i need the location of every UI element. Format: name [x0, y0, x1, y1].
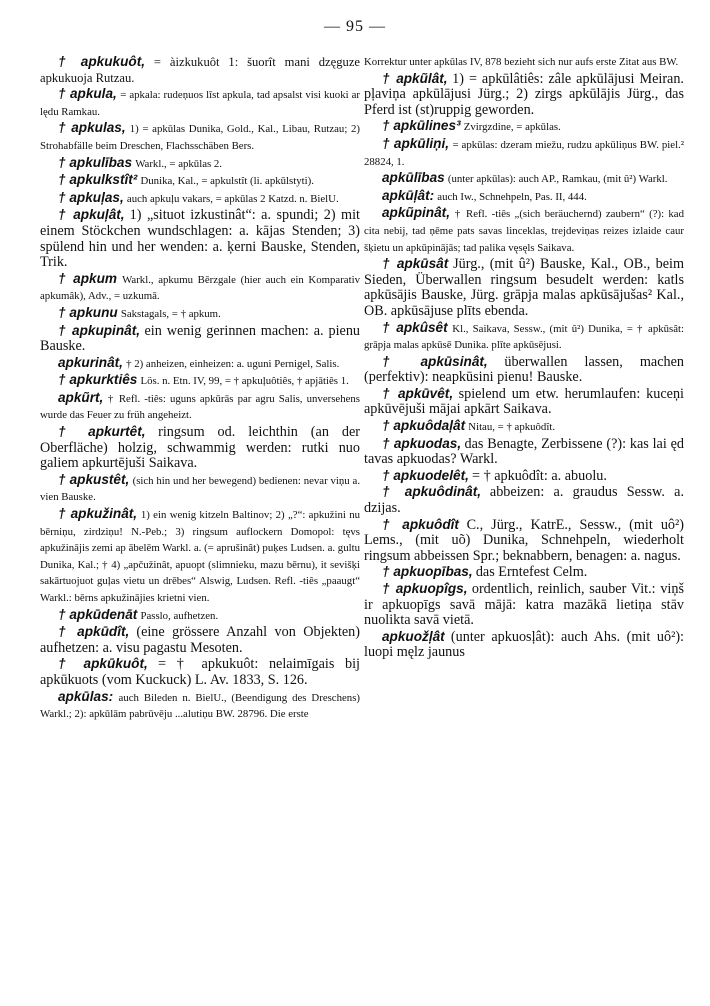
definition: Dunika, Kal., = apkulstît (li. apkūlstyti). [140, 175, 314, 188]
entry [364, 118, 684, 136]
definition: das Benagte, Zerbissene (?): kas lai ęd tavas apkuodas? Warkl. [364, 435, 684, 468]
definition: = † apkuôdît: a. abuolu. [472, 467, 607, 484]
definition: auch apkuļu vakars, = apkūlas 2 Katzd. n. BielU. [126, 192, 339, 205]
entry [364, 320, 684, 354]
headword: † apkurtêt, [58, 424, 146, 440]
definition: ein wenig gerinnen machen: a. pienu Bauske. [40, 322, 361, 355]
definition: Sakstagals, = † apkum. [120, 307, 221, 320]
headword: † apkūdenāt [58, 606, 138, 622]
definition: überwallen lassen, machen (perfektiv): neapkūsini pienu! Bauske. [364, 353, 684, 386]
entry [40, 271, 360, 305]
headword: † apkuopîgs, [382, 581, 468, 596]
headword: apkūlības [382, 170, 445, 186]
headword: apkūļât: [382, 187, 435, 203]
headword: † apkuļât, [58, 207, 125, 223]
headword: † apkūdît, [58, 624, 130, 640]
headword: apkuožļât [382, 628, 445, 644]
definition: 1) ein wenig kitzeln Baltinov; 2) „?“: apkužini nu bērniņu, zirdziņu! N.-Peb.; 3) ringsum auflockern Domopol: tęvs apkužinājis zemi ap ābelēm Warkl. a. (= aprušinât) puķes Ludsen. a. gultu Dunika, Kal.; † 4) „apčužinât, apuopt (slimnieku, mazu bērnu), it sevišķi sakārtuojuot guļas vietu un drēbes“ Alswig, Ludsen. Refl. -tiês „paaugt“ Warkl.: bērns apkužinājies krietni vien. [40, 509, 360, 604]
headword: † apkunu [58, 304, 118, 320]
definition: Nitau, = † apkuôdît. [468, 421, 556, 434]
headword: † apkulas, [58, 120, 126, 136]
entry [364, 205, 684, 256]
entry-continuation [364, 54, 684, 71]
definition: = apkala: rudeņuos līst apkula, tad apsalst visi kuoki ar lędu Ramkau. [40, 89, 360, 118]
headword: † apkũlât, [382, 70, 448, 86]
entry [40, 607, 360, 625]
entry [40, 506, 360, 607]
entry [40, 624, 360, 656]
entry [40, 372, 360, 390]
definition: spielend um etw. herumlaufen: kuceņi apkūvējuši mājai apkārt Saikava. [364, 385, 684, 418]
definition: auch Bileden n. BielU., (Beendigung des Dreschens) Warkl.; 2): apkūlām pabrūvēju ...alutiņu BW. 28796. Die erste [40, 691, 360, 721]
headword: † apkūliņi, [382, 135, 450, 151]
headword: † apkûsêt [382, 319, 448, 335]
definition: = apkūlas: dzeram miežu, rudzu apkūliņus BW. piel.² 28824, 1. [364, 138, 685, 168]
definition: † 2) anheizen, einheizen: a. uguni Pernigel, Salis. [126, 357, 340, 370]
headword: † apkuļas, [58, 189, 124, 205]
entry [364, 484, 684, 516]
definition: Kl., Saikava, Sessw., (mit û²) Dunika, = † apkūsât: grāpja malas apkūsē Dunika. plīte apkūsējusi. [364, 322, 685, 352]
entry [40, 120, 360, 154]
headword: † apkūsinât, [382, 353, 488, 369]
definition: ordentlich, reinlich, sauber Vit.: viņš ir apkuopīgs savā mājā: katra mazākā lietiņa stāv nuolikta savā vietā. [364, 581, 684, 629]
headword: † apkula, [58, 86, 117, 102]
entry [364, 517, 684, 565]
headword: apkurinât, [58, 354, 123, 370]
entry [40, 424, 360, 472]
definition: 1) = apkūlâtiês: zâle apkūlājusi Meiran. pļaviņa apkūlājusi Jürg.; 2) zirgs apkūlājis Jürg., das Pferd ist (st)ruppig geworden. [364, 70, 684, 118]
left-column [40, 54, 360, 723]
definition: ringsum od. leichthin (an der Oberfläche) holzig, schwammig werden: rutki nuo galiem apkurtējuši Saikava. [40, 424, 360, 472]
entry [364, 418, 684, 436]
entry [364, 564, 684, 581]
headword: apkũrt, [58, 389, 104, 405]
entry [364, 436, 684, 468]
definition: = àizkukuôt 1: šuorît mani dzęguze apkukuoja Rutzau. [40, 55, 360, 85]
entry [40, 305, 360, 323]
definition: auch Iw., Schnehpeln, Pas. II, 444. [437, 190, 587, 203]
headword: apkūlas: [58, 688, 114, 704]
definition: das Erntefest Celm. [475, 564, 588, 581]
entry [364, 71, 684, 119]
entry [364, 581, 684, 629]
definition: Warkl., apkumu Bērzgale (hier auch ein Komparativ apkumâk), Adv., = uzkumā. [40, 273, 360, 303]
headword: † apkulības [58, 154, 133, 170]
definition: Lös. n. Etn. IV, 99, = † apkuļuôtiês, † apjātiês 1. [140, 375, 349, 388]
definition: (unter apkūlas): auch AP., Ramkau, (mit û²) Warkl. [447, 173, 668, 186]
entry [40, 155, 360, 173]
definition: † Refl. -tiês „(sich beräuchernd) zaubern“ (?): kad cita nebij, tad ņēme pats savas linceklas, trejdeviņas reizes izlaide caur šķietu un apkūpinājās; tad palika vęsęls Saikava. [364, 208, 684, 254]
entry [40, 656, 360, 688]
headword: † apkum [58, 270, 117, 286]
headword: † apkurktiês [58, 372, 138, 388]
headword: † apkūvêt, [382, 385, 454, 401]
headword: † apkūlines³ [382, 118, 461, 134]
entry [40, 172, 360, 190]
headword: † apkūkuôt, [58, 656, 148, 672]
headword: † apkulkstît² [58, 172, 138, 188]
entry [364, 386, 684, 418]
definition: Korrektur unter apkūlas IV, 878 bezieht sich nur aufs erste Zitat aus BW. [364, 56, 679, 68]
entry [40, 54, 360, 86]
entry [364, 136, 684, 170]
entry [40, 323, 360, 355]
entry [364, 468, 684, 485]
entry [40, 472, 360, 506]
page-number: — 95 — [324, 18, 386, 35]
definition: (sich hin und her bewegend) bedienen: nevar viņu a. vien Bauske. [40, 474, 361, 504]
headword: † apkuôdît [382, 516, 459, 532]
definition: Warkl., = apkūlas 2. [135, 157, 222, 170]
entry [40, 190, 360, 208]
headword: † apkukuôt, [58, 54, 146, 69]
entry [364, 170, 684, 188]
headword: † apkupinât, [58, 322, 140, 338]
headword: † apkuôdaļât [382, 418, 466, 434]
headword: † apkuodas, [382, 435, 462, 451]
definition: Zvirgzdine, = apkūlas. [463, 121, 561, 134]
entry [364, 629, 684, 661]
right-column [364, 54, 684, 661]
entry [40, 355, 360, 373]
definition: 1) = apkūlas Dunika, Gold., Kal., Libau, Rutzau; 2) Strohabfälle beim Dreschen, Flachsschäben Bers. [40, 123, 360, 152]
definition: abbeizen: a. graudus Sessw. a. dzijas. [364, 484, 684, 517]
entry [364, 354, 684, 386]
definition: Passlo, aufhetzen. [140, 609, 219, 622]
headword: † apkūsât [382, 256, 449, 272]
entry [40, 390, 360, 424]
entry [40, 689, 360, 723]
headword: † apkužinât, [58, 506, 138, 522]
entry [40, 86, 360, 120]
headword: † apkuopības, [382, 564, 473, 580]
headword: † apkuôdinât, [382, 484, 482, 500]
headword: † apkuodelêt, [382, 467, 469, 483]
definition: (unter apkuosļât): auch Ahs. (mit uô²): luopi męlz jaunus [364, 628, 684, 661]
definition: † Refl. -tiês: uguns apkūrās par agru Salis, unversehens wurde das Feuer zu früh angeheizt. [40, 392, 360, 422]
definition: = † apkukuôt: nelaimīgais bij apkūkuots (vom Kuckuck) L. Av. 1833, S. 126. [40, 656, 360, 688]
definition: (eine grössere Anzahl von Objekten) aufhetzen: a. visu pagastu Mesoten. [40, 624, 360, 656]
headword: † apkustêt, [58, 471, 130, 487]
entry [364, 256, 684, 319]
definition: Jürg., (mit û²) Bauske, Kal., OB., beim Sieden, Überwallen ringsum besudelt werden: katls apkūsājis Bauske, Jürg. grāpja malas apkūsājušas² Kal., OB. apkūsājuse plīts ebenda. [364, 256, 684, 319]
entry [364, 188, 684, 206]
headword: apkũpinât, [382, 205, 450, 221]
definition: 1) „situot izkustinât“: a. spundi; 2) mit einem Stöckchen wundschlagen: a. kājas Stenden; 3) spülend hin und her wenden: a. ķerni Bauske, Stenden, Trik. [40, 207, 360, 271]
definition: C., Jürg., KatrE., Sessw., (mit uô²) Lems., (mit uõ) Dunika, Schnehpeln, wiederholt ringsum abbeissen Spr.; beknabbern, benagen: a. nagus. [364, 516, 684, 564]
entry [40, 207, 360, 270]
